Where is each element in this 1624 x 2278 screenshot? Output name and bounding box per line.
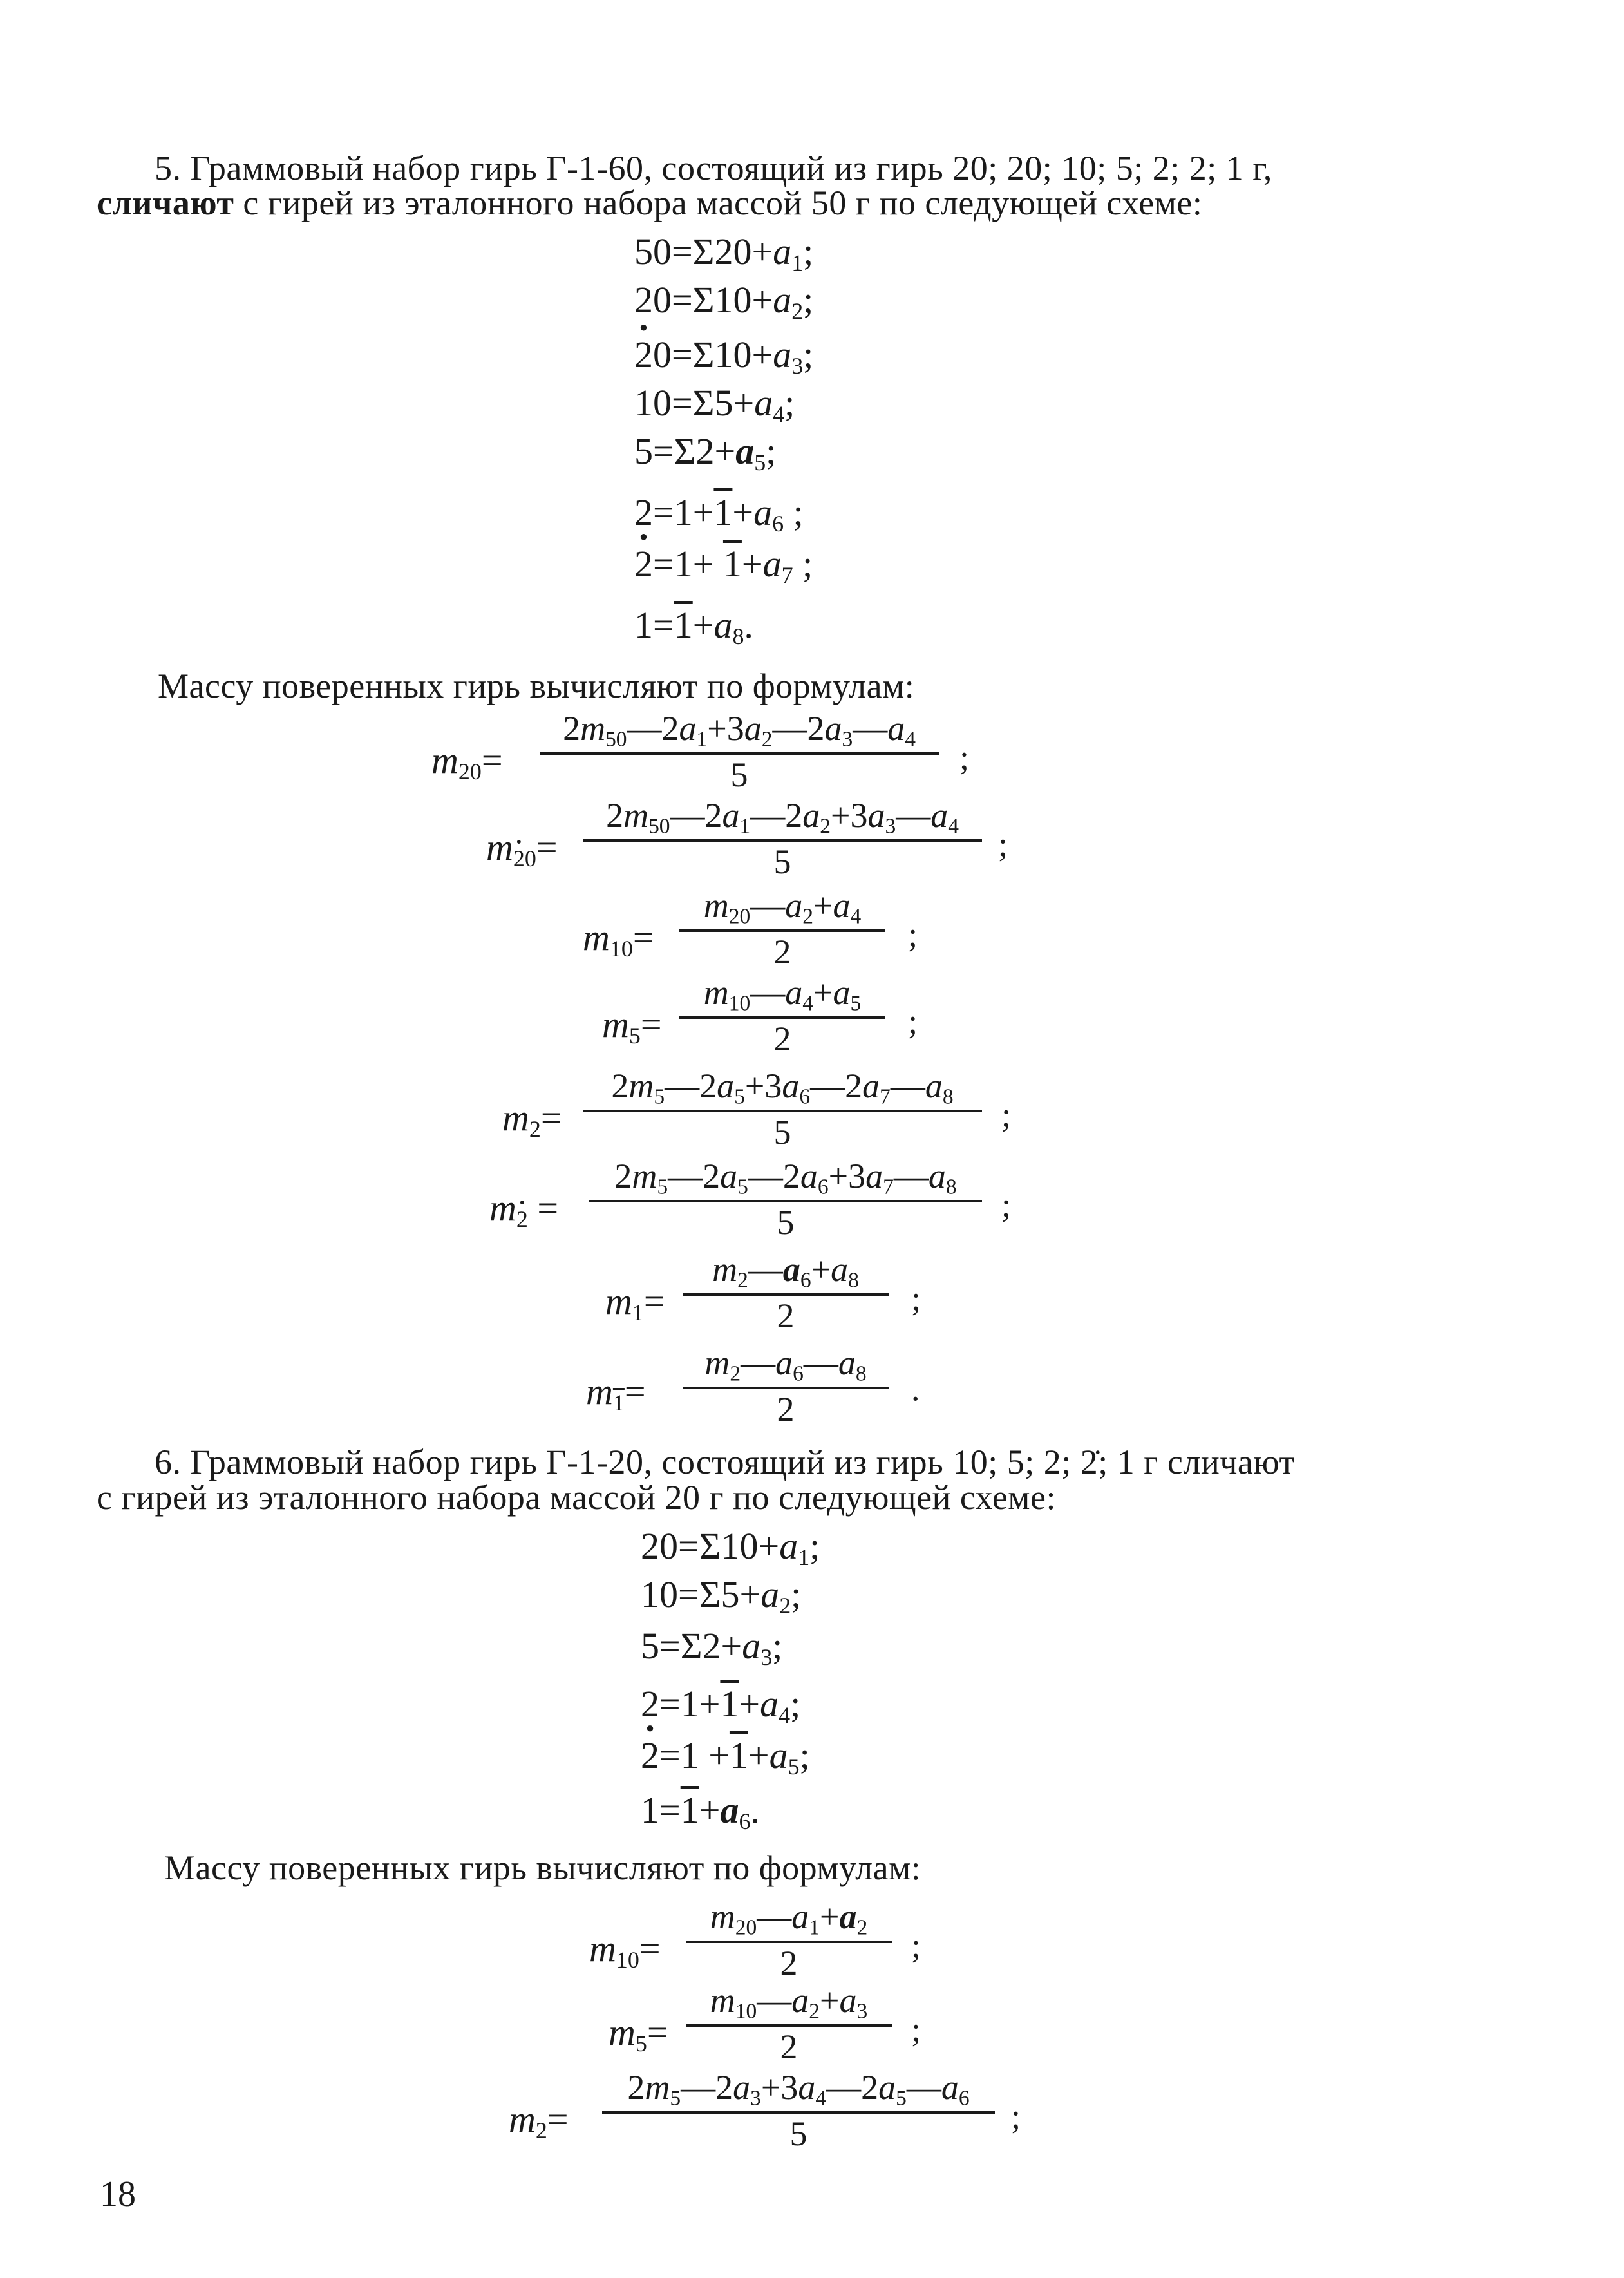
s5-formula-lhs: $m_{10}=$: [583, 916, 654, 962]
s5-formula-fraction: $m_2—a_6+a_8$ 2: [683, 1249, 889, 1333]
s5-scheme-line: $2=1+1+a_6$ ;: [634, 491, 804, 537]
section5-line2-rest: с гирей из эталонного набора массой 50 г по следующей схеме:: [234, 184, 1203, 222]
s6-formula-lhs: $m_{10}=$: [589, 1928, 661, 1973]
section5-paragraph-line1: 5. Граммовый набор гирь Г-1-60, состоящий из гирь 20; 20; 10; 5; 2; 2; 1 г,: [155, 149, 1272, 187]
s6-formula-fraction: $2m_5—2a_3+3a_4—2a_5—a_6$ 5: [602, 2067, 995, 2151]
s5-formula-lhs: $m_1=$: [605, 1280, 665, 1326]
section6-paragraph-line1: 6. Граммовый набор гирь Г-1-20, состоящий из гирь 10; 5; 2; 2̇; 1 г сличают: [155, 1443, 1295, 1481]
s5-formula-end: ;: [908, 1002, 918, 1041]
s6-scheme-line: $2=1+1+a_4$;: [641, 1683, 801, 1729]
s5-scheme-line: $2 \cdot=1+ 1+a_7$ ;: [634, 541, 813, 587]
s5-formula-fraction: $2m_5—2a_5+3a_6—2a_7—a_8$ 5: [583, 1066, 982, 1150]
s5-scheme-line: $10=\Sigma 5+a_4$;: [634, 382, 795, 428]
s6-scheme-line: $20=\Sigma 10+a_1$;: [641, 1525, 820, 1571]
s5-scheme-line: $20=\Sigma 10+a_2$;: [634, 279, 814, 325]
s5-formula-end: .: [911, 1369, 920, 1408]
s6-formula-lhs: $m_2=$: [509, 2098, 569, 2144]
s6-scheme-line: $1=1+a_6$.: [641, 1789, 760, 1835]
s6-formula-fraction: $m_{20}—a_1+a_2$ 2: [686, 1897, 892, 1980]
section5-bold-word: сличают: [97, 184, 234, 222]
s6-formula-end: ;: [911, 2010, 921, 2049]
section6-formulas-intro: Массу поверенных гирь вычисляют по формулам:: [164, 1848, 921, 1887]
s5-formula-fraction: $m_{20}—a_2+a_4$ 2: [679, 886, 885, 969]
s5-formula-lhs: $m_2=$: [502, 1097, 562, 1143]
s5-formula-fraction: $2m_{50}—2a_1+3a_2—2a_3—a_4$ 5: [540, 708, 939, 792]
s5-scheme-line: $2 \cdot 0=\Sigma 10+a_3$;: [634, 332, 813, 378]
s5-formula-lhs: $m_{20}=$: [431, 739, 503, 785]
s6-formula-end: ;: [911, 1926, 921, 1965]
s6-scheme-line: $10=\Sigma 5+a_2$;: [641, 1573, 802, 1619]
page-number: 18: [100, 2174, 136, 2214]
s5-formula-fraction: $2m_{50}—2a_1—2a_2+3a_3—a_4$ 5: [583, 795, 982, 879]
s5-formula-end: ;: [911, 1279, 921, 1318]
s5-formula-fraction: $m_{10}—a_4+a_5$ 2: [679, 973, 885, 1056]
s5-formula-end: ;: [959, 738, 970, 777]
section5-paragraph-line2: [97, 180, 1202, 225]
s5-formula-end: ;: [1001, 1186, 1012, 1224]
s5-formula-fraction: $2m_5—2a_5—2a_6+3a_7—a_8$ 5: [589, 1156, 982, 1240]
s5-formula-lhs: $m_2$ =: [489, 1187, 559, 1233]
s5-scheme-line: $50=\Sigma 20+a_1$;: [634, 231, 814, 276]
s5-scheme-line: $5=\Sigma 2+a_5$;: [634, 430, 777, 476]
s6-formula-fraction: $m_{10}—a_2+a_3$ 2: [686, 1980, 892, 2064]
section5-formulas-intro: Массу поверенных гирь вычисляют по формулам:: [158, 667, 915, 705]
s5-formula-fraction: $m_2—a_6—a_8$ 2: [683, 1343, 889, 1427]
s5-formula-end: ;: [1001, 1096, 1012, 1134]
s5-formula-lhs: $m_{20}=$: [486, 826, 558, 872]
s6-formula-end: ;: [1011, 2097, 1021, 2136]
s6-scheme-line: $2 \cdot=1 +1+a_5$;: [641, 1732, 810, 1779]
s5-scheme-line: $1=1+a_8$.: [634, 604, 753, 650]
s6-formula-lhs: $m_5=$: [609, 2011, 668, 2057]
section6-paragraph-line2: с гирей из эталонного набора массой 20 г по следующей схеме:: [97, 1478, 1056, 1517]
s6-scheme-line: $5=\Sigma 2+a_3$;: [641, 1625, 783, 1671]
s5-formula-end: ;: [998, 825, 1008, 864]
s5-formula-lhs: $m_5=$: [602, 1003, 662, 1049]
s5-formula-end: ;: [908, 915, 918, 954]
s5-formula-lhs: $m_1=$: [586, 1371, 646, 1416]
